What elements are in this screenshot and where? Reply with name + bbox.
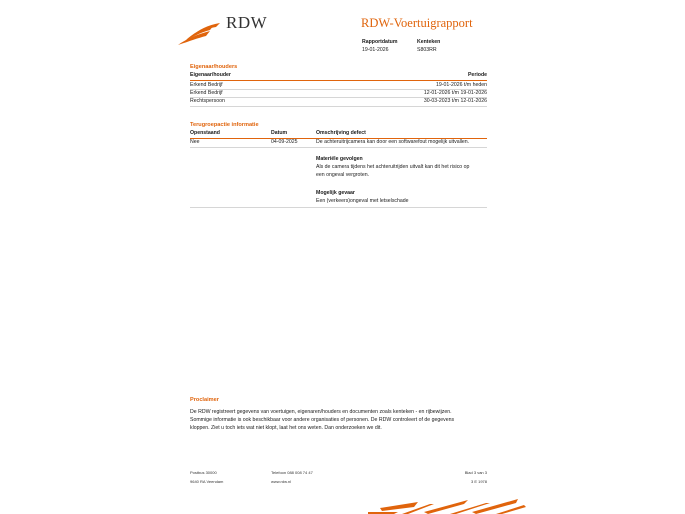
footer-code: 3 E 1978 [470,479,487,484]
recall-status: Nee [190,139,200,145]
recall-consequences-line-2: een ongeval vergroten. [316,172,370,178]
report-date-value: 19-01-2026 [362,47,389,53]
recall-description: De achteruitrijcamera kan door een softwarefout mogelijk uitvallen. [316,139,470,145]
plate-label: Kenteken [417,39,441,45]
footer-page: Blad 3 van 3 [464,470,487,475]
recall-danger-title: Mogelijk gevaar [316,190,355,196]
recall-date: 04-09-2025 [271,139,298,145]
brand-name: RDW [226,13,268,32]
plate-value: S803RR [417,47,437,53]
recall-end-divider [190,207,487,208]
owners-row-3-period: 30-03-2023 t/m 12-01-2026 [423,98,487,104]
disclaimer-line-2: Sommige informatie is ook beschikbaar voor andere organisaties of personen. De RDW controleert of de gegevens [190,417,455,423]
owners-row-2-owner: Erkend Bedrijf [190,90,223,96]
disclaimer-title: Proclaimer [190,397,219,403]
footer-stripes-icon [368,498,528,514]
recall-row-divider [190,147,487,148]
recall-col-status: Openstaand [190,130,220,136]
recall-consequences-title: Materiële gevolgen [316,156,363,162]
report-date-label: Rapportdatum [362,39,398,45]
recall-col-date: Datum [271,130,288,136]
rdw-logo-icon [176,22,222,46]
footer-web: www.rdw.nl [271,479,292,484]
disclaimer-line-3: kloppen. Ziet u toch iets wat niet klopt, laat het ons weten. Dan onderzoeken we dit. [190,425,382,431]
owners-row-3-owner: Rechtspersoon [190,98,225,104]
disclaimer-line-1: De RDW registreert gegevens van voertuigen, eigenaren/houders en documenten zoals kenteken - en rijbewijzen. [190,409,452,415]
owners-section-title: Eigenaar/houders [190,64,238,70]
report-title: RDW-Voertuigrapport [361,16,473,30]
owners-row-1-owner: Erkend Bedrijf [190,82,223,88]
footer-address-2: 9640 RA Veendam [190,479,224,484]
owners-header-rule [190,80,487,81]
recall-consequences-line-1: Als de camera tijdens het achteruitrijden uitvalt kan dit het risico op [316,164,470,170]
owners-col-owner: Eigenaar/houder [190,72,231,78]
recall-col-desc: Omschrijving defect [316,130,366,136]
recall-section-title: Terugroepactie informatie [190,122,259,128]
footer-address-1: Postbus 30000 [190,470,217,475]
owners-row-divider [190,106,487,107]
recall-danger-text: Een (verkeers)ongeval met letselschade [316,198,409,204]
owners-row-1-period: 19-01-2026 t/m heden [435,82,487,88]
footer-phone: Telefoon 088 008 74 47 [271,470,313,475]
owners-row-2-period: 12-01-2026 t/m 19-01-2026 [423,90,487,96]
owners-col-period: Periode [467,72,487,78]
